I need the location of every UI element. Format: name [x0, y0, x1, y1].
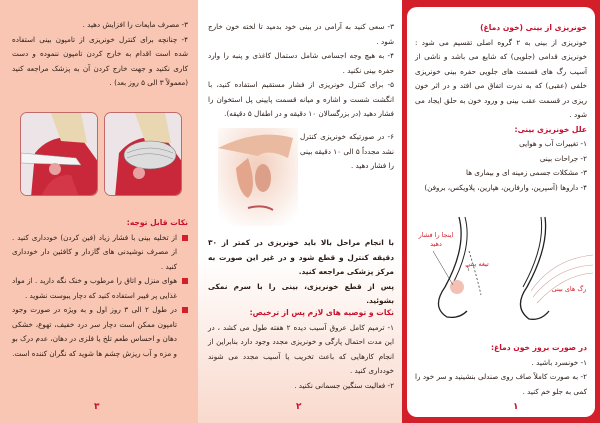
panel3-top-items [12, 18, 188, 91]
list-item: ۲- به صورت کاملاً صاف روی صندلی بنشینید و سر خود را کمی به جلو خم کنید . [415, 372, 587, 396]
after-text: پس از قطع خونریزی، بینی را با سرم نمکی بشوئید. [208, 281, 394, 305]
if-section [415, 341, 587, 399]
list-item: ۳- سعی کنید به آرامی در بینی خود بدمید تا لخته خون خارج شود . [208, 22, 394, 46]
warning-text [208, 236, 394, 309]
panel-page-3 [0, 0, 198, 423]
panel2-top-items [208, 20, 394, 122]
notes-section [12, 216, 188, 361]
list-item: ۴- به هیچ وجه اجسامی شامل دستمال کاغذی و پنبه را وارد حفره بینی نکنید . [208, 51, 394, 75]
intro-section [415, 21, 587, 195]
list-item: ۲- جراحات بینی [539, 153, 587, 163]
list-item: ۴- چنانچه برای کنترل خونریزی از تامپون بینی استفاده شده است اقدام به خارج کردن تامپون ننموده و دست کاری نکنید و جهت خارج کردن آن به پزشک مراجعه کنید (معمولاً ۳ الی ۵ روز بعد) . [12, 34, 188, 87]
list-item: هوای منزل و اتاق را مرطوب و خنک نگه دارید . از مواد غذایی پر فیبر استفاده کنید که دچار یبوست نشوید . [12, 274, 188, 303]
if-heading: در صورت بروز خون دماغ: [490, 343, 587, 352]
nose-diagram-illustration [407, 207, 595, 337]
septum-label: تیغه بینی [465, 260, 489, 268]
list-item: ۴- داروها (آسپرین، وارفارین، هپارین، پلاویکس، بروفن) [424, 182, 587, 192]
list-item: ۱- خونسرد باشید . [531, 357, 587, 367]
tips-section [208, 306, 394, 393]
page-number: ۱ [513, 402, 519, 412]
page-number: ۳ [94, 402, 100, 412]
list-item: ۲- فعالیت سنگین جسمانی نکنید . [294, 380, 394, 390]
warning-paragraph: با انجام مراحل بالا باید خونریزی در کمتر از ۳۰ دقیقه کنترل و قطع شود و در غیر این صورت به مرکز پزشکی مراجعه کنید. [208, 238, 394, 276]
notes-heading: نکات قابل توجه: [126, 218, 188, 227]
page-number: ۲ [296, 402, 302, 412]
causes-heading: علل خونریزی بینی: [514, 124, 587, 134]
nasal-tampon-insertion-illustration [20, 112, 98, 196]
tips-heading: نکات و توصیه های لازم پس از ترخیص: [249, 308, 394, 317]
list-item: ۱- ترمیم کامل عروق آسیب دیده ۲ هفته طول می کشد ، در این مدت احتمال پارگی و خونریزی مجدد وجود دارد بنابراین از انجام کارهایی که باعث تخریب یا آسیب مجدد می شوند خودداری کنید . [208, 322, 394, 375]
list-item: ۱- تغییرات آب و هوایی [519, 139, 587, 148]
intro-text: خونریزی از بینی به ۲ گروه اصلی تقسیم می شود : خونریزی قدامی (جلویی) که شایع می باشد و ناشی از آسیب رگ های قسمت های جلویی حفره بینی خونریزی خلفی (عقبی) که به ندرت اتفاق می افتد و در اثر خون ریزی در قسمت عقب بینی و ورود خون به حلق ایجاد می شود . [415, 37, 587, 119]
vessels-label: رگ های بینی [551, 285, 587, 293]
pinching-nose-photo [218, 128, 298, 226]
panel-page-1 [402, 0, 600, 423]
list-item: در طول ۲ الی ۳ روز اول و به ویژه در صورت وجود تامپون ممکن است دچار سر درد خفیف، تهوع، خشکی دهان و احساس طعم تلخ یا فلزی در دهان، عدم درک بو و مزه و آب ریزش چشم ها شوید که نگران کننده است. [12, 303, 188, 361]
press-here-label: اینجا را فشار دهید [418, 231, 454, 248]
panel-page-2 [198, 0, 402, 423]
nasal-tampon-packed-illustration [104, 112, 182, 196]
list-item: ۶- در صورتیکه خونریزی کنترل نشد مجدداً ۵ الی ۱۰ دقیقه بینی را فشار دهید . [300, 132, 395, 170]
list-item: ۵- برای کنترل خونریزی از فشار مستقیم استفاده کنید، با انگشت شست و اشاره و میانه قسمت پایینی پل استخوان را فشار دهید (در بزرگسالان ۱۰ دقیقه و در اطفال ۵ دقیقه). [208, 80, 394, 118]
cover-card [407, 7, 595, 417]
main-title: خونریزی از بینی (خون دماغ) [480, 23, 587, 32]
list-item: ۳- مصرف مایعات را افزایش دهید . [82, 20, 188, 29]
list-item: از تخلیه بینی با فشار زیاد (فین کردن) خودداری کنید . از مصرف نوشیدنی های گازدار و کافئین دار خودداری کنید . [12, 231, 188, 275]
list-item: ۳- مشکلات جسمی زمینه ای و بیماری ها [466, 168, 587, 177]
